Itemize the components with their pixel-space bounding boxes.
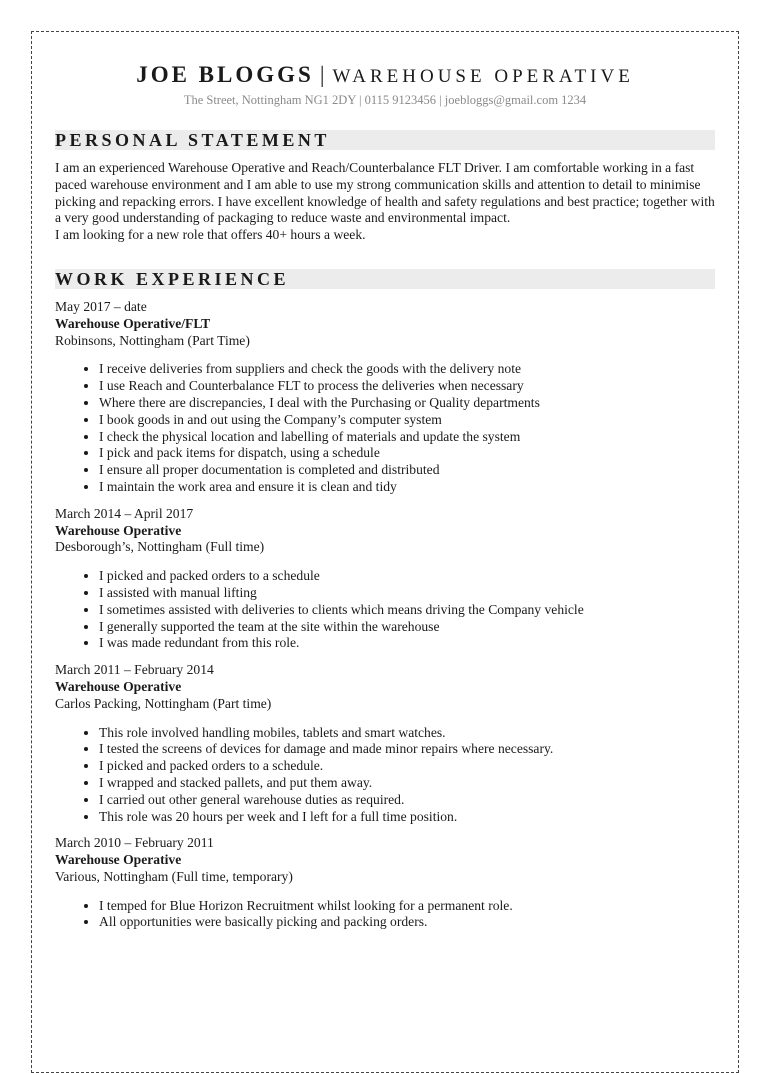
duty-list xyxy=(55,898,715,932)
job-dates: March 2014 – April 2017 xyxy=(55,505,194,521)
job-title: Warehouse Operative xyxy=(55,852,182,868)
duty-item: • I tested the screens of devices for damage and made minor repairs where necessary. xyxy=(99,741,715,758)
title-separator: | xyxy=(319,62,327,87)
duty-item: • I check the physical location and labelling of materials and update the system xyxy=(99,429,715,446)
job-employer: Carlos Packing, Nottingham (Part time) xyxy=(55,695,272,711)
job-title: Warehouse Operative xyxy=(55,522,182,538)
duty-item: • This role involved handling mobiles, tablets and smart watches. xyxy=(99,725,715,742)
duty-item: • I maintain the work area and ensure it is clean and tidy xyxy=(99,479,715,496)
job-dates: March 2010 – February 2011 xyxy=(55,835,214,851)
job-entry xyxy=(55,299,715,496)
contact-details: The Street, Nottingham NG1 2DY | 0115 9123456 | joebloggs@gmail.com 1234 xyxy=(183,93,587,107)
job-dates: May 2017 – date xyxy=(55,298,147,314)
duty-item: • This role was 20 hours per week and I left for a full time position. xyxy=(99,809,715,826)
duty-item: • I pick and pack items for dispatch, using a schedule xyxy=(99,445,715,462)
job-employer: Various, Nottingham (Full time, temporary) xyxy=(55,868,293,884)
cv-header xyxy=(55,60,715,108)
job-employer: Desborough’s, Nottingham (Full time) xyxy=(55,539,265,555)
duty-item: • I sometimes assisted with deliveries to clients which means driving the Company vehicle xyxy=(99,602,715,619)
duty-list xyxy=(55,725,715,826)
name-line xyxy=(55,60,715,92)
job-list xyxy=(55,299,715,931)
duty-item: • I temped for Blue Horizon Recruitment whilst looking for a permanent role. xyxy=(99,898,715,915)
duty-item: • I book goods in and out using the Company’s computer system xyxy=(99,412,715,429)
duty-item: • I receive deliveries from suppliers and check the goods with the delivery note xyxy=(99,361,715,378)
job-entry xyxy=(55,662,715,825)
cv-document xyxy=(55,60,715,931)
job-title: Warehouse Operative xyxy=(55,678,182,694)
duty-item: • I was made redundant from this role. xyxy=(99,635,715,652)
duty-item: • I carried out other general warehouse duties as required. xyxy=(99,792,715,809)
duty-item: • All opportunities were basically picking and packing orders. xyxy=(99,914,715,931)
candidate-role: WAREHOUSE OPERATIVE xyxy=(332,66,634,87)
job-entry xyxy=(55,506,715,652)
duty-item: • I picked and packed orders to a schedule. xyxy=(99,758,715,775)
duty-item: • I picked and packed orders to a schedule xyxy=(99,568,715,585)
duty-list xyxy=(55,568,715,652)
duty-list xyxy=(55,361,715,495)
candidate-name: JOE BLOGGS xyxy=(136,62,314,87)
work-experience-heading: WORK EXPERIENCE xyxy=(55,269,715,289)
job-entry xyxy=(55,835,715,931)
duty-item: • I generally supported the team at the site within the warehouse xyxy=(99,619,715,636)
duty-item: • I ensure all proper documentation is completed and distributed xyxy=(99,462,715,479)
job-dates: March 2011 – February 2014 xyxy=(55,662,214,678)
personal-statement-heading: PERSONAL STATEMENT xyxy=(55,130,715,150)
job-employer: Robinsons, Nottingham (Part Time) xyxy=(55,332,250,348)
duty-item: • Where there are discrepancies, I deal with the Purchasing or Quality departments xyxy=(99,395,715,412)
duty-item: • I wrapped and stacked pallets, and put them away. xyxy=(99,775,715,792)
statement-paragraph: I am an experienced Warehouse Operative and Reach/Counterbalance FLT Driver. I am comfortable working in a fast paced warehouse environment and I am able to use my strong communication skills and attention to detail to minimise picking and repacking errors. I have excellent knowledge of health and safety regulations and best practice; together with a very good understanding of packaging to reduce waste and environmental impact. xyxy=(55,160,715,226)
duty-item: • I assisted with manual lifting xyxy=(99,585,715,602)
statement-paragraph: I am looking for a new role that offers 40+ hours a week. xyxy=(55,227,366,243)
duty-item: • I use Reach and Counterbalance FLT to process the deliveries when necessary xyxy=(99,378,715,395)
personal-statement xyxy=(55,160,715,244)
job-title: Warehouse Operative/FLT xyxy=(55,315,211,331)
